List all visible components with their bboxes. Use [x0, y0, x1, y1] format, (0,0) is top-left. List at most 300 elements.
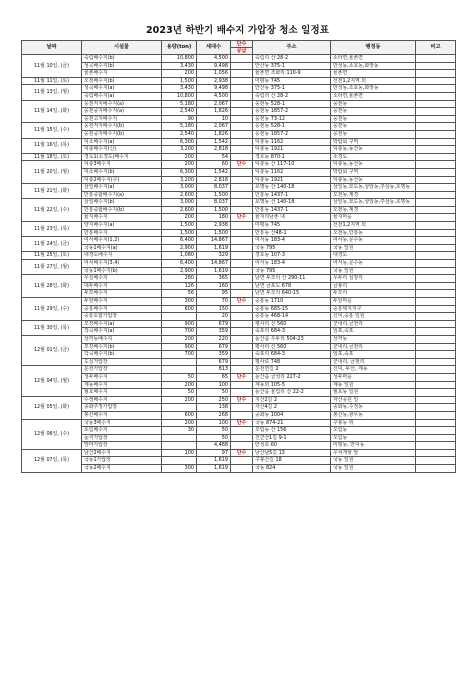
date-cell: 11월 24일, (금) — [22, 237, 82, 252]
type-cell — [231, 115, 253, 123]
table-row — [22, 298, 456, 306]
type-cell: 단수 — [231, 161, 253, 169]
facility-cell: 율촌배수지 — [82, 70, 162, 78]
table-row — [22, 176, 456, 184]
facility-cell: 두암배수지 — [82, 298, 162, 306]
address-cell: 여서동 183-4 — [253, 237, 331, 245]
table-row — [22, 206, 456, 214]
address-cell: 남산남5길 13 — [253, 449, 331, 457]
table-row — [22, 328, 456, 336]
district-cell: 국동 일원 — [331, 465, 416, 473]
header-type-supply: 공급 — [236, 48, 247, 54]
type-cell — [231, 434, 253, 442]
note-cell — [416, 146, 456, 154]
capacity-cell: 200 — [162, 335, 197, 343]
capacity-cell: 2,540 — [162, 108, 197, 116]
table-row — [22, 335, 456, 343]
note-cell — [416, 161, 456, 169]
facility-cell: 상까동배수지 — [82, 335, 162, 343]
address-cell: 만흥동 1437-1 — [253, 206, 331, 214]
households-cell: 1,056 — [197, 70, 231, 78]
district-cell: 소라면,율촌면 — [331, 55, 416, 63]
facility-cell: 죽림배수지(a) — [82, 92, 162, 100]
type-cell — [231, 381, 253, 389]
address-cell: 둔전면길 2 — [253, 366, 331, 374]
address-cell: 웅천동 1857-2 — [253, 108, 331, 116]
capacity-cell: 200 — [162, 161, 197, 169]
address-cell: 만성로 60 — [253, 442, 331, 450]
capacity-cell: 6,400 — [162, 237, 197, 245]
households-cell: 1,619 — [197, 465, 231, 473]
facility-cell: 국동2배수지 — [82, 465, 162, 473]
capacity-cell: 6,300 — [162, 168, 197, 176]
district-cell: 만성동,소호동,화장동 — [331, 62, 416, 70]
date-cell: 11월 27일, (월) — [22, 260, 82, 275]
date-cell: 12월 05일, (화) — [22, 396, 82, 419]
note-cell — [416, 434, 456, 442]
type-cell — [231, 191, 253, 199]
households-cell: 10 — [197, 115, 231, 123]
facility-cell: 웅천중지배수지(a) — [82, 108, 162, 116]
households-cell: 54 — [197, 153, 231, 161]
facility-cell: 성곡배수지(a) — [82, 85, 162, 93]
district-cell: 월호동 일원 — [331, 389, 416, 397]
type-cell — [231, 237, 253, 245]
table-row — [22, 343, 456, 351]
households-cell: 2,067 — [197, 123, 231, 131]
table-row — [22, 229, 456, 237]
table-row — [22, 449, 456, 457]
district-cell: 덕충동,동산동 — [331, 161, 416, 169]
households-cell: 9,498 — [197, 62, 231, 70]
households-cell: 268 — [197, 411, 231, 419]
capacity-cell: 10,800 — [162, 92, 197, 100]
district-cell: 군내리, 금천리 — [331, 358, 416, 366]
type-cell — [231, 343, 253, 351]
type-cell — [231, 290, 253, 298]
capacity-cell — [162, 434, 197, 442]
header-address: 주소 — [253, 41, 331, 55]
address-cell: 국동 874-21 — [253, 419, 331, 427]
households-cell: 138 — [197, 404, 231, 412]
facility-cell: 두모배수지 — [82, 290, 162, 298]
header-row — [22, 41, 456, 55]
households-cell: 100 — [197, 419, 231, 427]
note-cell — [416, 396, 456, 404]
facility-cell: 돌극가압장 — [82, 434, 162, 442]
type-cell — [231, 77, 253, 85]
capacity-cell: 5,180 — [162, 100, 197, 108]
address-cell: 국동 795 — [253, 267, 331, 275]
district-cell: 봉산동,광무동 — [331, 411, 416, 419]
type-cell — [231, 389, 253, 397]
address-cell: 평사리 산 560 — [253, 320, 331, 328]
address-cell: 구봉산길 18 — [253, 457, 331, 465]
district-cell: 자산공원 일 — [331, 396, 416, 404]
capacity-cell: 90 — [162, 115, 197, 123]
capacity-cell: 280 — [162, 275, 197, 283]
facility-cell: 만흥중합배수지(a) — [82, 191, 162, 199]
households-cell: 2,818 — [197, 146, 231, 154]
type-cell — [231, 427, 253, 435]
type-cell — [231, 92, 253, 100]
table-row — [22, 168, 456, 176]
header-households: 세대수 — [197, 41, 231, 55]
district-cell: 우치개항 앞 — [331, 449, 416, 457]
capacity-cell — [162, 442, 197, 450]
note-cell — [416, 191, 456, 199]
table-row — [22, 381, 456, 389]
households-cell: 180 — [197, 214, 231, 222]
date-cell: 12월 07일, (목) — [22, 449, 82, 472]
table-row — [22, 267, 456, 275]
address-cell: 웅천동 528-1 — [253, 100, 331, 108]
note-cell — [416, 381, 456, 389]
address-cell: 덕충동 산 117-10 — [253, 161, 331, 169]
facility-cell: 모장배수지(a) — [82, 320, 162, 328]
schedule-table — [21, 40, 456, 473]
district-cell: 오림동 — [331, 427, 416, 435]
note-cell — [416, 328, 456, 336]
date-cell: 11월 18일, (토) — [22, 153, 82, 161]
households-cell: 20 — [197, 313, 231, 321]
address-cell: 미평동 745 — [253, 77, 331, 85]
households-cell: 150 — [197, 305, 231, 313]
households-cell: 50 — [197, 427, 231, 435]
households-cell: 100 — [197, 381, 231, 389]
district-cell: 국동 일원 — [331, 267, 416, 275]
capacity-cell: 2,900 — [162, 244, 197, 252]
households-cell: 2,938 — [197, 77, 231, 85]
table-row — [22, 214, 456, 222]
district-cell: 우두리 심장리 — [331, 275, 416, 283]
note-cell — [416, 351, 456, 359]
note-cell — [416, 457, 456, 465]
note-cell — [416, 419, 456, 427]
type-cell — [231, 260, 253, 268]
district-cell: 삼일동,묘도동,상암동,주삼동,호명동 — [331, 184, 416, 192]
district-cell: 오천동,만흥동 — [331, 229, 416, 237]
facility-cell: 성곡배수지(b) — [82, 62, 162, 70]
address-cell: 돌산읍 율림리 산 22-2 — [253, 389, 331, 397]
capacity-cell: 2,600 — [162, 191, 197, 199]
capacity-cell: 1,500 — [162, 229, 197, 237]
households-cell: 359 — [197, 328, 231, 336]
households-cell: 365 — [197, 275, 231, 283]
capacity-cell: 1,080 — [162, 252, 197, 260]
type-cell — [231, 313, 253, 321]
header-date: 날짜 — [22, 41, 82, 55]
district-cell: 덕충동,동산동 — [331, 146, 416, 154]
table-row — [22, 237, 456, 245]
note-cell — [416, 411, 456, 419]
capacity-cell: 126 — [162, 282, 197, 290]
type-cell — [231, 85, 253, 93]
district-cell: 국동 일원 — [331, 244, 416, 252]
table-row — [22, 222, 456, 230]
households-cell: 1,500 — [197, 229, 231, 237]
households-cell: 4,500 — [197, 55, 231, 63]
households-cell: 9,498 — [197, 85, 231, 93]
district-cell: 웅천동 — [331, 108, 416, 116]
type-cell: 단수 — [231, 449, 253, 457]
note-cell — [416, 298, 456, 306]
type-cell — [231, 70, 253, 78]
table-row — [22, 366, 456, 374]
address-cell: 죽림리 산 28-2 — [253, 55, 331, 63]
date-cell: 11월 29일, (수) — [22, 298, 82, 321]
note-cell — [416, 252, 456, 260]
address-cell: 웅천동 73-12 — [253, 115, 331, 123]
address-cell: 평사리 산 560 — [253, 343, 331, 351]
district-cell: 선천1,2지역 외 — [331, 222, 416, 230]
households-cell: 220 — [197, 335, 231, 343]
address-cell: 중흥동 665-15 — [253, 305, 331, 313]
table-row — [22, 457, 456, 465]
type-cell — [231, 465, 253, 473]
note-cell — [416, 237, 456, 245]
households-cell: 4,488 — [197, 442, 231, 450]
capacity-cell — [162, 404, 197, 412]
address-cell: 죽포리 684-3 — [253, 328, 331, 336]
date-cell: 11월 25일, (토) — [22, 252, 82, 260]
households-cell: 97 — [197, 449, 231, 457]
date-cell: 12월 01일, (금) — [22, 335, 82, 365]
district-cell: 삼일동,묘도동,상암동,주삼동,호명동 — [331, 199, 416, 207]
capacity-cell: 300 — [162, 465, 197, 473]
table-row — [22, 411, 456, 419]
households-cell: 679 — [197, 358, 231, 366]
header-note: 비고 — [416, 41, 456, 55]
date-cell: 11월 11일, (토) — [22, 77, 82, 85]
capacity-cell: 200 — [162, 153, 197, 161]
capacity-cell: 1,500 — [162, 77, 197, 85]
type-cell: 단수 — [231, 298, 253, 306]
facility-cell: 토림배수지 — [82, 427, 162, 435]
address-cell: 덕충동 1921 — [253, 146, 331, 154]
note-cell — [416, 389, 456, 397]
capacity-cell: 5,180 — [162, 123, 197, 131]
table-row — [22, 252, 456, 260]
date-cell: 11월 10일, (금) — [22, 55, 82, 78]
table-row — [22, 146, 456, 154]
note-cell — [416, 320, 456, 328]
table-row — [22, 115, 456, 123]
capacity-cell: 900 — [162, 320, 197, 328]
district-cell: 오천동,제경 — [331, 206, 416, 214]
table-row — [22, 351, 456, 359]
households-cell: 2,938 — [197, 222, 231, 230]
capacity-cell: 6,400 — [162, 260, 197, 268]
note-cell — [416, 358, 456, 366]
table-row — [22, 282, 456, 290]
address-cell: 남면 두모리 640-15 — [253, 290, 331, 298]
note-cell — [416, 108, 456, 116]
capacity-cell: 30 — [162, 427, 197, 435]
note-cell — [416, 115, 456, 123]
facility-cell: 덕충2배수지(구) — [82, 176, 162, 184]
table-row — [22, 305, 456, 313]
type-cell — [231, 138, 253, 146]
address-cell: 죽림리 산 28-2 — [253, 92, 331, 100]
address-cell: 미평동 745 — [253, 222, 331, 230]
table-row — [22, 100, 456, 108]
capacity-cell: 3,200 — [162, 176, 197, 184]
table-row — [22, 77, 456, 85]
households-cell: 2,818 — [197, 176, 231, 184]
address-cell: 덕충동 1921 — [253, 176, 331, 184]
address-cell: 안산동 375-1 — [253, 85, 331, 93]
note-cell — [416, 77, 456, 85]
capacity-cell: 900 — [162, 343, 197, 351]
note-cell — [416, 199, 456, 207]
type-cell — [231, 62, 253, 70]
facility-cell: 웅천중지배수지(b) — [82, 130, 162, 138]
note-cell — [416, 260, 456, 268]
note-cell — [416, 267, 456, 275]
district-cell: 율촌면 — [331, 70, 416, 78]
table-row — [22, 123, 456, 131]
date-cell: 11월 30일, (목) — [22, 320, 82, 335]
date-cell: 12월 06일, (수) — [22, 419, 82, 449]
type-cell — [231, 100, 253, 108]
district-cell: 소라면,율촌면 — [331, 92, 416, 100]
capacity-cell: 2,540 — [162, 130, 197, 138]
type-cell — [231, 351, 253, 359]
address-cell: 국동 795 — [253, 244, 331, 252]
table-row — [22, 92, 456, 100]
households-cell: 1,619 — [197, 244, 231, 252]
table-row — [22, 130, 456, 138]
note-cell — [416, 449, 456, 457]
households-cell: 14,867 — [197, 237, 231, 245]
table-row — [22, 389, 456, 397]
table-row — [22, 290, 456, 298]
note-cell — [416, 427, 456, 435]
table-row — [22, 153, 456, 161]
note-cell — [416, 206, 456, 214]
address-cell: 호명동 산 140-18 — [253, 199, 331, 207]
address-cell: 돌산읍 우두리 504-23 — [253, 335, 331, 343]
date-cell: 11월 14일, (화) — [22, 100, 82, 123]
facility-cell: 삼일배수지(a) — [82, 184, 162, 192]
households-cell: 1,826 — [197, 108, 231, 116]
note-cell — [416, 153, 456, 161]
capacity-cell: 200 — [162, 419, 197, 427]
type-cell — [231, 199, 253, 207]
households-cell: 65 — [197, 373, 231, 381]
district-cell: 두암마을 — [331, 298, 416, 306]
type-cell — [231, 358, 253, 366]
table-row — [22, 184, 456, 192]
facility-cell: 성두배수지 — [82, 373, 162, 381]
header-type-outage: 단수 — [231, 41, 252, 48]
table-row — [22, 434, 456, 442]
address-cell: 율지리남촌 내 — [253, 214, 331, 222]
district-cell: 두모리 — [331, 290, 416, 298]
address-cell: 공화동 1004 — [253, 411, 331, 419]
district-cell: 군내리,금천리 — [331, 343, 416, 351]
note-cell — [416, 123, 456, 131]
capacity-cell: 700 — [162, 328, 197, 336]
capacity-cell — [162, 457, 197, 465]
date-cell: 11월 23일, (목) — [22, 222, 82, 237]
district-cell: 웅천동 — [331, 100, 416, 108]
note-cell — [416, 282, 456, 290]
type-cell — [231, 442, 253, 450]
type-cell — [231, 305, 253, 313]
address-cell: 웅천동 528-1 — [253, 123, 331, 131]
type-cell — [231, 222, 253, 230]
type-cell: 단수 — [231, 419, 253, 427]
note-cell — [416, 343, 456, 351]
district-cell: 중흥택지지구 — [331, 305, 416, 313]
facility-cell: 국동1배수지(b) — [82, 267, 162, 275]
table-row — [22, 358, 456, 366]
type-cell — [231, 457, 253, 465]
district-cell: 대경도 — [331, 252, 416, 260]
district-cell: 계동 일원 — [331, 381, 416, 389]
district-cell: 만성동,소호동,화장동 — [331, 85, 416, 93]
facility-cell: 도실가압장 — [82, 358, 162, 366]
address-cell: 중흥동 468-14 — [253, 313, 331, 321]
facility-cell: 국동1배수지(a) — [82, 244, 162, 252]
households-cell: 160 — [197, 282, 231, 290]
type-cell — [231, 153, 253, 161]
district-cell: 웅천동 — [331, 130, 416, 138]
district-cell: 신덕,중흥 일원 — [331, 313, 416, 321]
type-cell — [231, 176, 253, 184]
address-cell: 경호동 870-1 — [253, 153, 331, 161]
capacity-cell: 200 — [162, 214, 197, 222]
type-cell — [231, 146, 253, 154]
district-cell: 성두마을 — [331, 373, 416, 381]
district-cell: 임포,죽포 — [331, 351, 416, 359]
note-cell — [416, 366, 456, 374]
type-cell — [231, 168, 253, 176]
header-district: 행정동 — [331, 41, 416, 55]
district-cell: 여서동,문수동 — [331, 260, 416, 268]
facility-cell: 여서배수지(1,2) — [82, 237, 162, 245]
capacity-cell: 1,500 — [162, 222, 197, 230]
facility-cell: 월호배수지 — [82, 389, 162, 397]
facility-cell: 모장배수지(b) — [82, 343, 162, 351]
households-cell: 1,500 — [197, 206, 231, 214]
households-cell: 8,037 — [197, 199, 231, 207]
type-cell — [231, 275, 253, 283]
address-cell: 경호동 107-3 — [253, 252, 331, 260]
date-cell: 11월 15일, (수) — [22, 123, 82, 138]
households-cell: 8,037 — [197, 184, 231, 192]
note-cell — [416, 176, 456, 184]
capacity-cell — [162, 313, 197, 321]
date-cell: 12월 04일, (월) — [22, 366, 82, 396]
type-cell — [231, 328, 253, 336]
table-row — [22, 70, 456, 78]
households-cell: 679 — [197, 320, 231, 328]
households-cell: 2,067 — [197, 100, 231, 108]
capacity-cell: 10,800 — [162, 55, 197, 63]
table-row — [22, 442, 456, 450]
note-cell — [416, 55, 456, 63]
type-cell — [231, 366, 253, 374]
capacity-cell: 50 — [162, 389, 197, 397]
district-cell: 덕충동,동산동 — [331, 176, 416, 184]
note-cell — [416, 214, 456, 222]
capacity-cell: 3,430 — [162, 62, 197, 70]
page-title: 2023년 하반기 배수지 가압장 청소 일정표 — [145, 25, 330, 36]
district-cell: 종화동,수정동 — [331, 404, 416, 412]
